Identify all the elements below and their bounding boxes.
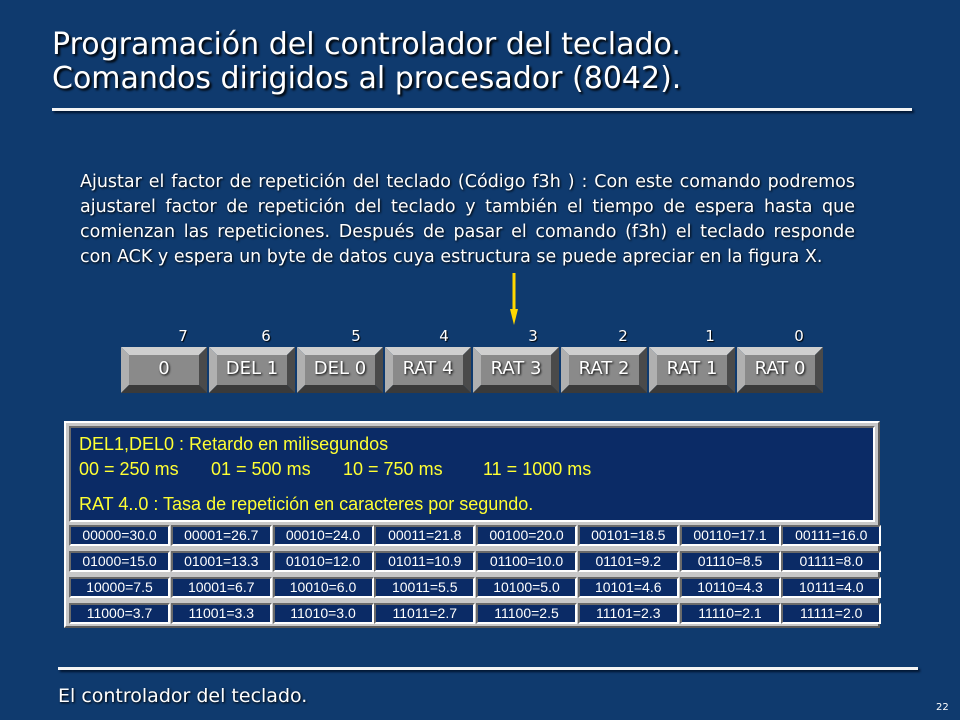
register-cell-label: RAT 2 bbox=[578, 358, 630, 379]
rate-cell: 10100=5.0 bbox=[476, 577, 577, 598]
rate-cell: 01100=10.0 bbox=[476, 551, 577, 572]
register-cell-2 bbox=[297, 347, 383, 393]
register-cell-label: RAT 1 bbox=[666, 358, 718, 379]
bit-number-4: 4 bbox=[439, 327, 449, 345]
rate-cell: 11011=2.7 bbox=[374, 603, 475, 624]
delay-heading: DEL1,DEL0 : Retardo en milisegundos bbox=[79, 434, 389, 454]
rate-cell: 01000=15.0 bbox=[69, 551, 170, 572]
title-line-2: Comandos dirigidos al procesador (8042). bbox=[52, 61, 682, 96]
rate-cell: 01001=13.3 bbox=[171, 551, 272, 572]
rate-cell: 11110=2.1 bbox=[680, 603, 781, 624]
bit-number-5: 5 bbox=[351, 327, 361, 345]
rate-cell: 10001=6.7 bbox=[171, 577, 272, 598]
register-cell-6 bbox=[649, 347, 735, 393]
bit-number-0: 0 bbox=[794, 327, 804, 345]
rate-cell: 00110=17.1 bbox=[680, 525, 781, 546]
register-cell-4 bbox=[473, 347, 559, 393]
bit-number-row bbox=[0, 327, 960, 347]
rate-cell: 10011=5.5 bbox=[374, 577, 475, 598]
rate-cell: 11111=2.0 bbox=[781, 603, 881, 624]
delay-value-1: 01 = 500 ms bbox=[211, 459, 311, 479]
register-cell-label: RAT 0 bbox=[754, 358, 806, 379]
rate-cell: 01010=12.0 bbox=[273, 551, 374, 572]
delay-value-0: 00 = 250 ms bbox=[79, 459, 179, 479]
slide-title bbox=[52, 28, 932, 96]
rate-cell: 01111=8.0 bbox=[781, 551, 881, 572]
delay-info-panel bbox=[69, 426, 875, 522]
pointer-arrow-icon bbox=[510, 273, 518, 325]
rate-cell: 00111=16.0 bbox=[781, 525, 881, 546]
rate-cell: 00100=20.0 bbox=[476, 525, 577, 546]
rate-cell: 11000=3.7 bbox=[69, 603, 170, 624]
bit-number-1: 1 bbox=[705, 327, 715, 345]
bit-number-6: 6 bbox=[261, 327, 271, 345]
rate-delay-table bbox=[64, 421, 880, 628]
rate-cell: 00011=21.8 bbox=[374, 525, 475, 546]
rate-cell: 01101=9.2 bbox=[578, 551, 679, 572]
register-byte bbox=[0, 347, 960, 393]
title-underline bbox=[52, 108, 912, 111]
title-line-1: Programación del controlador del teclado. bbox=[52, 27, 681, 62]
register-cell-1 bbox=[209, 347, 295, 393]
register-cell-5 bbox=[561, 347, 647, 393]
bit-number-2: 2 bbox=[618, 327, 628, 345]
rate-cell: 00010=24.0 bbox=[273, 525, 374, 546]
rate-cell: 00101=18.5 bbox=[578, 525, 679, 546]
rate-cell: 11010=3.0 bbox=[273, 603, 374, 624]
register-cell-3 bbox=[385, 347, 471, 393]
rate-cell: 01011=10.9 bbox=[374, 551, 475, 572]
rate-cell: 00000=30.0 bbox=[69, 525, 170, 546]
page-number: 22 bbox=[936, 702, 949, 713]
register-cell-label: RAT 3 bbox=[490, 358, 542, 379]
register-cell-label: DEL 0 bbox=[313, 358, 367, 379]
bit-number-3: 3 bbox=[528, 327, 538, 345]
rate-cell: 10111=4.0 bbox=[781, 577, 881, 598]
rate-heading: RAT 4..0 : Tasa de repetición en caracteres por segundo. bbox=[79, 494, 534, 514]
rate-cell: 10000=7.5 bbox=[69, 577, 170, 598]
rate-cell: 00001=26.7 bbox=[171, 525, 272, 546]
delay-value-2: 10 = 750 ms bbox=[343, 459, 443, 479]
register-cell-label: RAT 4 bbox=[402, 358, 454, 379]
rate-cell: 10101=4.6 bbox=[578, 577, 679, 598]
rate-cell: 10010=6.0 bbox=[273, 577, 374, 598]
rate-cell: 11101=2.3 bbox=[578, 603, 679, 624]
register-cell-label: DEL 1 bbox=[225, 358, 279, 379]
rate-cell: 10110=4.3 bbox=[680, 577, 781, 598]
register-cell-7 bbox=[737, 347, 823, 393]
register-cell-0 bbox=[121, 347, 207, 393]
rate-cell: 01110=8.5 bbox=[680, 551, 781, 572]
bit-number-7: 7 bbox=[178, 327, 188, 345]
rate-cell: 11001=3.3 bbox=[171, 603, 272, 624]
rate-cell: 11100=2.5 bbox=[476, 603, 577, 624]
register-cell-label: 0 bbox=[158, 358, 170, 379]
footer-text: El controlador del teclado. bbox=[58, 685, 308, 707]
description-paragraph: Ajustar el factor de repetición del teclado (Código f3h ) : Con este comando podremos ajustarel factor de repetición del teclado y también el tiempo de espera hasta que comienzan las repeticiones. Después de pasar el comando (f3h) el teclado responde con ACK y espera un byte de datos cuya estructura se puede apreciar en la figura X. bbox=[80, 172, 855, 267]
footer-rule bbox=[58, 667, 918, 670]
delay-value-3: 11 = 1000 ms bbox=[483, 459, 592, 479]
